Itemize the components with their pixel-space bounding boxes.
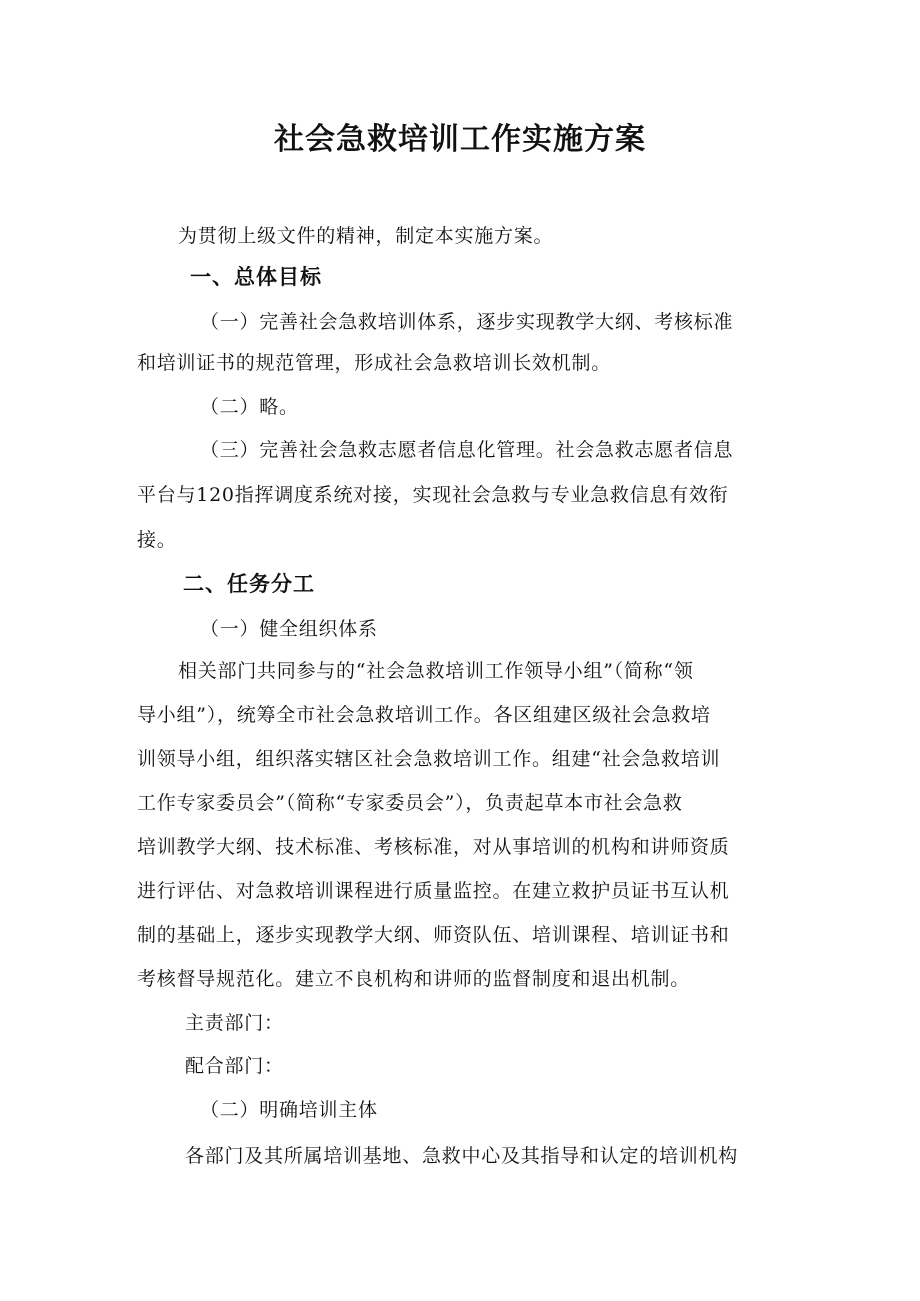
paragraph-line: 各部门及其所属培训基地、急救中心及其指导和认定的培训机构 xyxy=(185,1145,739,1167)
section-heading-goals: 一、总体目标 xyxy=(190,265,322,289)
section-heading-tasks: 二、任务分工 xyxy=(183,572,315,596)
paragraph-line: 制的基础上，逐步实现教学大纲、师资队伍、培训课程、培训证书和 xyxy=(137,924,730,946)
paragraph-line: 考核督导规范化。建立不良机构和讲师的监督制度和退出机制。 xyxy=(137,968,691,990)
goal-item-1-line: （一）完善社会急救培训体系，逐步实现教学大纲、考核标准 xyxy=(200,311,734,333)
paragraph-line: 工作专家委员会”（简称“专家委员会”），负责起草本市社会急救 xyxy=(137,792,683,814)
paragraph-line: 训领导小组，组织落实辖区社会急救培训工作。组建“社会急救培训 xyxy=(137,748,721,770)
intro-paragraph: 为贯彻上级文件的精神，制定本实施方案。 xyxy=(178,225,554,247)
paragraph-line: 导小组”），统筹全市社会急救培训工作。各区组建区级社会急救培 xyxy=(137,704,711,726)
goal-item-3-line: 接。 xyxy=(137,529,177,551)
goal-item-3-line: 平台与120指挥调度系统对接，实现社会急救与专业急救信息有效衔 xyxy=(137,484,729,506)
goal-item-2: （二）略。 xyxy=(200,396,299,418)
paragraph-line: 相关部门共同参与的“社会急救培训工作领导小组”（简称“领 xyxy=(178,660,694,682)
subheading-training-subject: （二）明确培训主体 xyxy=(200,1099,378,1121)
document-title: 社会急救培训工作实施方案 xyxy=(274,122,646,157)
paragraph-line: 培训教学大纲、技术标准、考核标准，对从事培训的机构和讲师资质 xyxy=(137,836,730,858)
paragraph-line: 进行评估、对急救培训课程进行质量监控。在建立救护员证书互认机 xyxy=(137,880,730,902)
cooperating-department-label: 配合部门： xyxy=(185,1055,284,1077)
goal-item-1-line: 和培训证书的规范管理，形成社会急救培训长效机制。 xyxy=(137,352,612,374)
subheading-organization: （一）健全组织体系 xyxy=(200,618,378,640)
lead-department-label: 主责部门： xyxy=(185,1012,284,1034)
goal-item-3-line: （三）完善社会急救志愿者信息化管理。社会急救志愿者信息 xyxy=(200,439,734,461)
